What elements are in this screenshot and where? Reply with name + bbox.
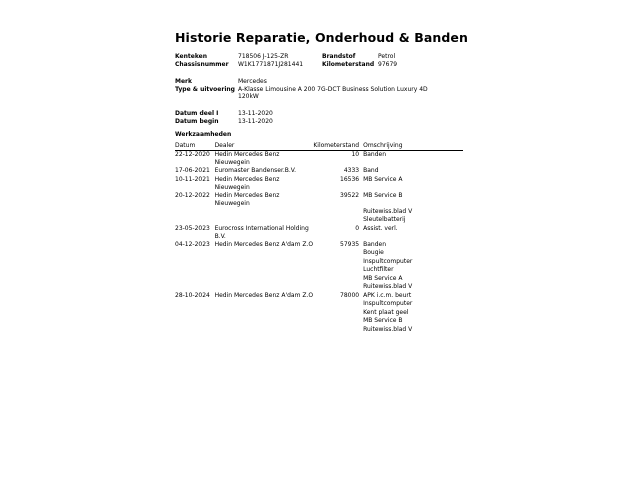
kenteken-value: 718506 J-125-ZR [238, 53, 289, 60]
table-row [175, 176, 463, 192]
cell-datum [175, 208, 215, 217]
datum-begin-value: 13-11-2020 [238, 118, 273, 125]
cell-omschrijving: MB Service B [363, 317, 403, 324]
table-row [175, 258, 463, 267]
datum-begin-label: Datum begin [175, 118, 219, 125]
header-datum: Datum [175, 142, 215, 151]
cell-omschrijving: Kent plaat geel [363, 308, 409, 316]
cell-dealer: Hedin Mercedes Benz Nieuwegein [214, 191, 280, 207]
header-dealer: Dealer [215, 142, 314, 151]
cell-omschrijving: Ruitewiss.blad V [363, 325, 413, 333]
document [175, 30, 615, 333]
cell-kilometerstand [313, 266, 363, 275]
table-row [175, 283, 463, 292]
cell-kilometerstand [313, 216, 363, 225]
cell-dealer [215, 216, 314, 225]
cell-kilometerstand: 16536 [340, 175, 360, 183]
row-datum-begin [175, 118, 615, 126]
werkzaamheden-title: Werkzaamheden [175, 131, 232, 138]
brandstof-value: Petrol [378, 53, 396, 60]
datum-deel-label: Datum deel I [175, 110, 219, 117]
cell-omschrijving: Ruitewiss.blad V [363, 283, 413, 290]
cell-datum: 17-06-2021 [175, 167, 210, 174]
table-row [175, 192, 463, 208]
cell-datum [175, 275, 215, 284]
cell-omschrijving: MB Service B [363, 191, 403, 199]
cell-omschrijving: Sleutelbatterij [363, 216, 406, 223]
cell-omschrijving: Inspultcomputer [363, 257, 413, 265]
table-row [175, 208, 463, 217]
cell-omschrijving: Ruitewiss.blad V [363, 207, 413, 215]
cell-omschrijving: APK i.c.m. beurt [363, 291, 412, 299]
cell-kilometerstand [313, 249, 363, 258]
cell-datum [175, 317, 215, 326]
table-row [175, 241, 463, 250]
cell-datum [175, 283, 215, 292]
cell-kilometerstand [313, 208, 363, 217]
table-row [175, 300, 463, 309]
cell-omschrijving: Banden [363, 240, 387, 248]
cell-dealer [215, 258, 314, 267]
cell-kilometerstand [313, 258, 363, 267]
kilometerstand-value: 97679 [378, 61, 398, 68]
chassis-value: W1K1771871J281441 [238, 61, 304, 68]
kenteken-label: Kenteken [175, 53, 207, 60]
table-row [175, 309, 463, 318]
cell-dealer [215, 208, 314, 217]
cell-datum [175, 326, 215, 335]
werkzaamheden-table [175, 142, 463, 334]
cell-kilometerstand [313, 283, 363, 292]
type-value-line1: A-Klasse Limousine A 200 7G-DCT Business Solution Luxury 4D [238, 86, 428, 93]
cell-kilometerstand: 39522 [340, 191, 360, 199]
cell-dealer [215, 317, 314, 326]
cell-omschrijving: MB Service A [363, 175, 403, 183]
cell-kilometerstand [313, 300, 363, 309]
cell-omschrijving: Bougie [363, 249, 384, 256]
cell-dealer [215, 266, 314, 275]
brandstof-label: Brandstof [322, 53, 356, 60]
cell-dealer: Euromaster Bandenser.B.V. [214, 167, 297, 174]
cell-kilometerstand: 4333 [343, 167, 360, 174]
cell-kilometerstand [313, 326, 363, 335]
table-row [175, 326, 463, 335]
cell-dealer [215, 300, 314, 309]
table-row [175, 151, 463, 168]
cell-dealer [215, 275, 314, 284]
cell-omschrijving: Band [363, 167, 379, 174]
cell-dealer: Hedin Mercedes Benz A'dam Z.O [214, 291, 314, 299]
cell-omschrijving: Inspultcomputer [363, 300, 413, 307]
cell-kilometerstand: 78000 [340, 291, 360, 299]
cell-datum: 22-12-2020 [175, 151, 210, 158]
merk-label: Merk [175, 78, 192, 85]
cell-omschrijving: Assist. verl. [363, 224, 398, 232]
cell-datum: 10-11-2021 [175, 175, 210, 183]
cell-dealer [215, 249, 314, 258]
table-row [175, 216, 463, 225]
header-kilometerstand: Kilometerstand [313, 142, 363, 151]
cell-dealer: Hedin Mercedes Benz Nieuwegein [214, 151, 280, 166]
cell-dealer [215, 326, 314, 335]
merk-value: Mercedes [238, 78, 267, 85]
type-label: Type & uitvoering [175, 86, 235, 93]
table-row [175, 266, 463, 275]
datum-deel-value: 13-11-2020 [238, 110, 273, 117]
cell-datum [175, 300, 215, 309]
row-merk [175, 78, 615, 86]
cell-datum [175, 258, 215, 267]
cell-datum [175, 309, 215, 318]
table-row [175, 225, 463, 241]
cell-dealer [215, 309, 314, 318]
chassis-label: Chassisnummer [175, 61, 229, 68]
cell-datum [175, 216, 215, 225]
cell-omschrijving: Banden [363, 151, 387, 158]
table-header-row [175, 142, 463, 151]
row-datum-deel [175, 110, 615, 118]
cell-kilometerstand: 10 [351, 151, 360, 158]
cell-kilometerstand [313, 309, 363, 318]
table-row [175, 275, 463, 284]
table-row [175, 317, 463, 326]
cell-datum: 28-10-2024 [175, 291, 210, 299]
cell-dealer: Eurocross International Holding B.V. [214, 224, 309, 240]
cell-datum: 23-05-2023 [175, 224, 210, 232]
cell-datum [175, 266, 215, 275]
row-kenteken [175, 53, 615, 61]
cell-datum: 20-12-2022 [175, 191, 210, 199]
page-title: Historie Reparatie, Onderhoud & Banden [175, 30, 468, 45]
row-chassis [175, 61, 615, 69]
cell-omschrijving: MB Service A [363, 274, 403, 282]
cell-kilometerstand: 57935 [340, 240, 360, 248]
cell-kilometerstand [313, 275, 363, 284]
cell-dealer: Hedin Mercedes Benz Nieuwegein [214, 175, 280, 191]
cell-kilometerstand: 0 [355, 224, 360, 232]
type-value-line2: 120kW [238, 93, 259, 100]
table-row [175, 292, 463, 301]
cell-kilometerstand [313, 317, 363, 326]
cell-omschrijving: Luchtfilter [363, 266, 394, 273]
kilometerstand-label: Kilometerstand [322, 61, 375, 68]
header-omschrijving: Omschrijving [363, 142, 463, 151]
cell-dealer [215, 283, 314, 292]
cell-dealer: Hedin Mercedes Benz A'dam Z.O [214, 240, 314, 248]
table-body [175, 151, 463, 335]
cell-datum [175, 249, 215, 258]
table-row [175, 167, 463, 176]
table-row [175, 249, 463, 258]
cell-datum: 04-12-2023 [175, 240, 210, 248]
row-type-cont [175, 93, 615, 101]
